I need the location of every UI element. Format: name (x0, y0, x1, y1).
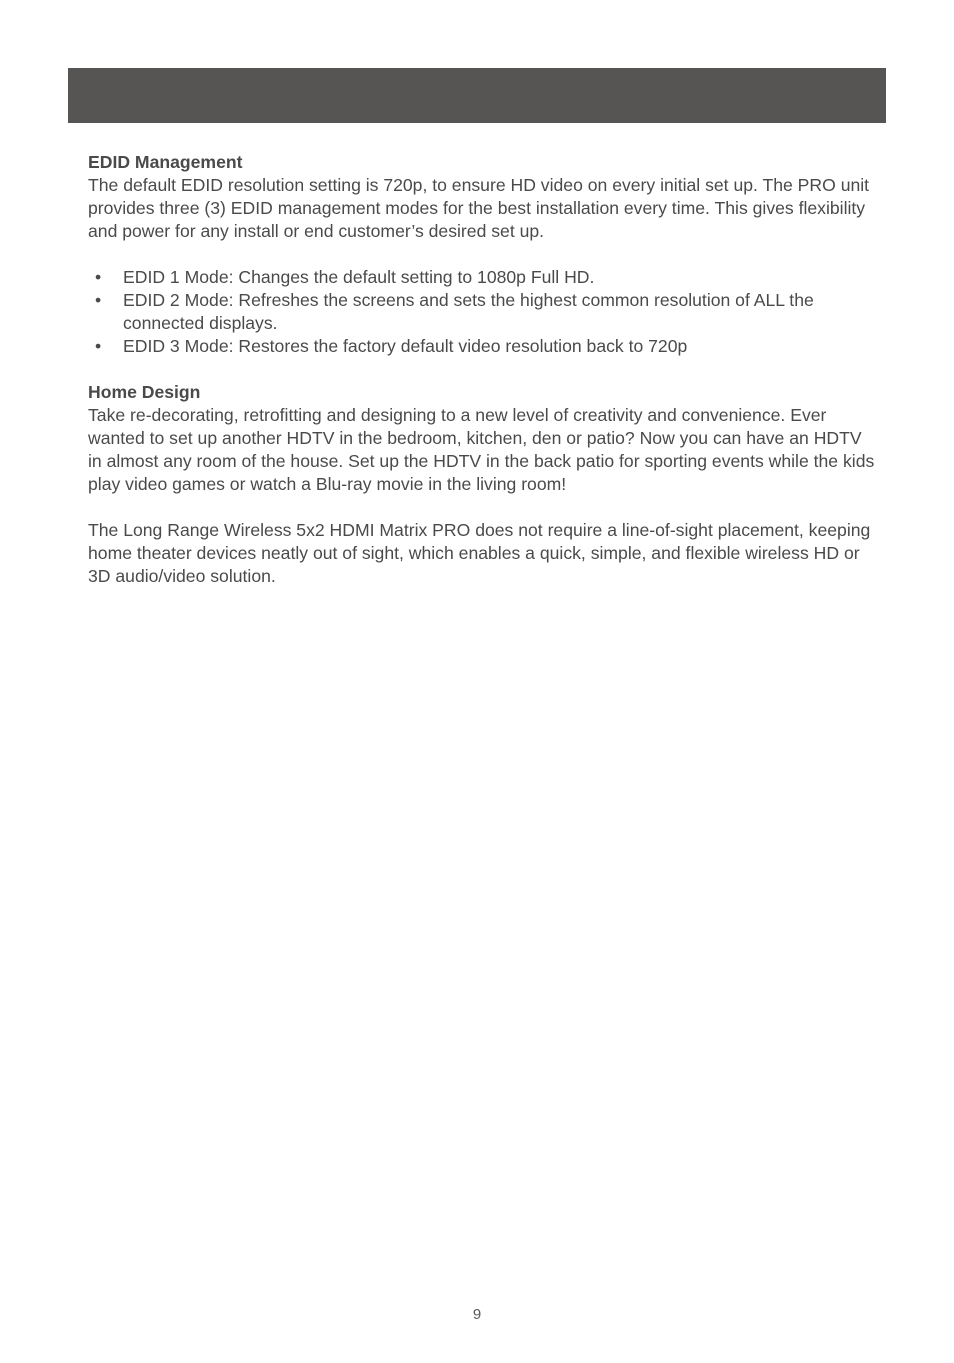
section-paragraph: Take re-decorating, retrofitting and designing to a new level of creativity and convenience. Ever wanted to set up another HDTV in the bedroom, kitchen, den or patio? Now you can have an HDTV in almost any room of the house. Set up the HDTV in the back patio for sporting events while the kids play video games or watch a Blu-ray movie in the living room! (88, 405, 875, 494)
section-paragraph: The Long Range Wireless 5x2 HDMI Matrix PRO does not require a line-of-sight placement, keeping home theater devices neatly out of sight, which enables a quick, simple, and flexible wireless HD or 3D audio/video solution. (88, 520, 871, 586)
spacer (88, 358, 878, 381)
section-paragraph: The default EDID resolution setting is 720p, to ensure HD video on every initial set up. The PRO unit provides three (3) EDID management modes for the best installation every time. This gives flexibility and power for any install or end customer’s desired set up. (88, 175, 870, 241)
spacer (88, 243, 878, 266)
bullet-icon: • (95, 290, 102, 310)
bullet-icon: • (95, 336, 102, 356)
section-edid-management (88, 151, 878, 358)
bullet-list (88, 266, 878, 358)
header-bar (68, 68, 886, 123)
section-home-design (88, 381, 878, 588)
page-content (88, 151, 878, 588)
section-title: Home Design (88, 382, 201, 402)
page-number: 9 (472, 1306, 482, 1323)
list-item (88, 289, 878, 335)
list-item (88, 266, 878, 289)
bullet-icon: • (95, 267, 102, 287)
list-item-text: EDID 3 Mode: Restores the factory default video resolution back to 720p (123, 336, 688, 356)
section-title: EDID Management (88, 152, 243, 172)
spacer (88, 496, 878, 519)
list-item-text: EDID 2 Mode: Refreshes the screens and sets the highest common resolution of ALL the connected displays. (123, 290, 814, 333)
list-item-text: EDID 1 Mode: Changes the default setting to 1080p Full HD. (123, 267, 595, 287)
list-item (88, 335, 878, 358)
